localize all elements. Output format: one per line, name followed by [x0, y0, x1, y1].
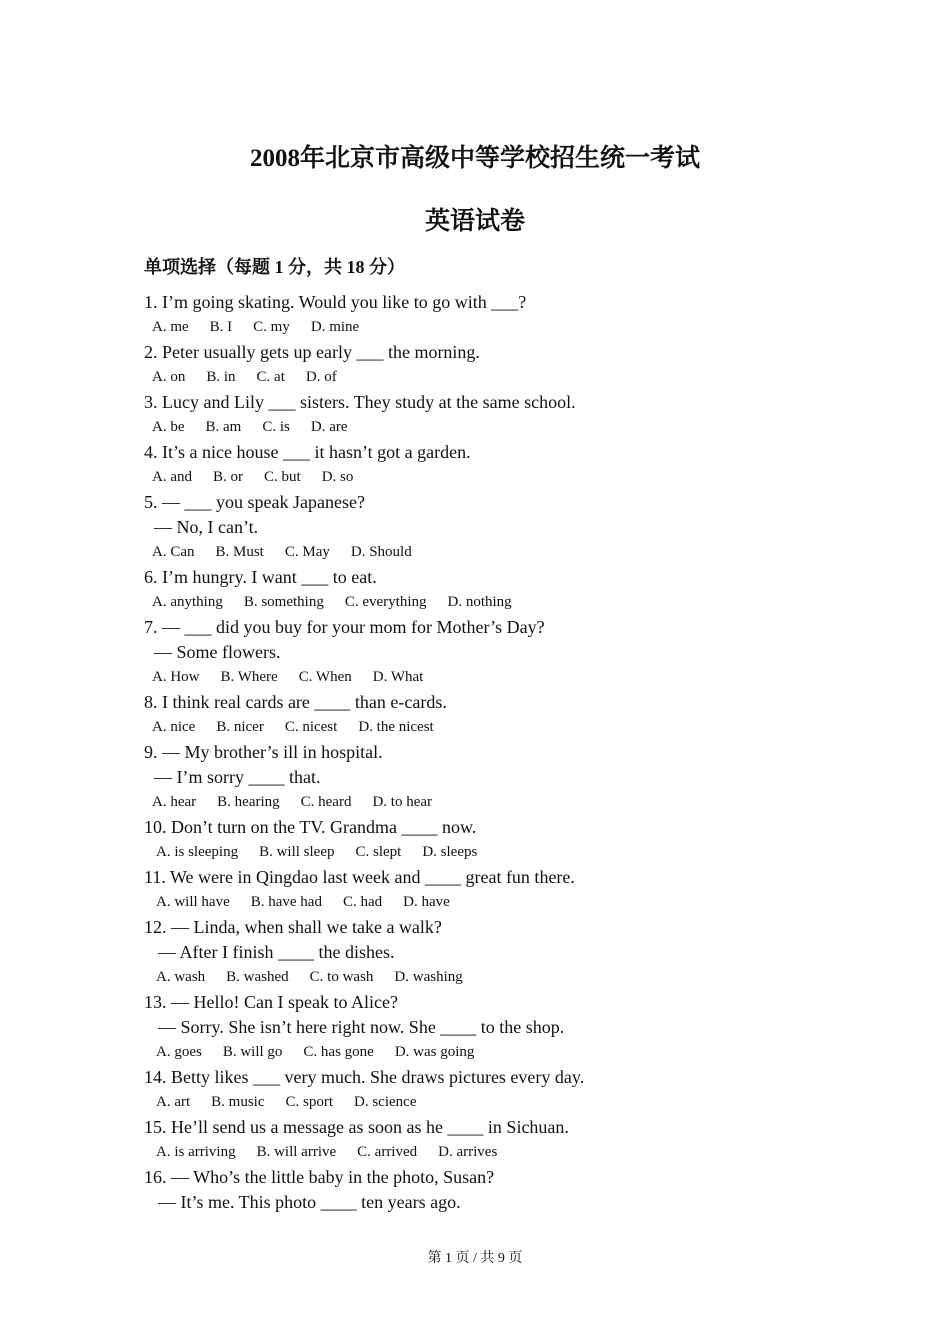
question-text: 15. He’ll send us a message as soon as he ____ in Sichuan.	[144, 1117, 569, 1137]
answer-option: C. sport	[285, 1094, 334, 1110]
question-text: 1. I’m going skating. Would you like to go with ___?	[144, 292, 527, 312]
answer-option: A. art	[156, 1094, 191, 1110]
question-item	[144, 340, 844, 390]
answer-option: D. mine	[310, 319, 360, 335]
answer-options	[144, 890, 844, 915]
question-list	[144, 290, 844, 1215]
question-reply: — I’m sorry ____ that.	[154, 767, 321, 787]
answer-option: A. is sleeping	[156, 844, 239, 860]
question-text: 5. — ___ you speak Japanese?	[144, 492, 365, 512]
answer-option: C. to wash	[309, 969, 374, 985]
answer-option: D. have	[403, 894, 450, 910]
question-item	[144, 440, 844, 490]
answer-option: C. May	[284, 544, 330, 560]
question-text: 2. Peter usually gets up early ___ the morning.	[144, 342, 480, 362]
question-item	[144, 1065, 844, 1115]
answer-option: C. but	[264, 469, 301, 485]
question-reply: — Sorry. She isn’t here right now. She ____ to the shop.	[158, 1017, 565, 1037]
question-text: 9. — My brother’s ill in hospital.	[144, 742, 383, 762]
answer-option: B. will go	[222, 1044, 283, 1060]
answer-options	[144, 365, 844, 390]
exam-title: 2008年北京市高级中等学校招生统一考试	[249, 145, 700, 172]
answer-option: B. have had	[250, 894, 322, 910]
answer-option: A. and	[152, 469, 192, 485]
question-text: 8. I think real cards are ____ than e-cards.	[144, 692, 447, 712]
answer-option: C. at	[256, 369, 285, 385]
answer-option: B. will sleep	[259, 844, 335, 860]
answer-option: D. Should	[350, 544, 412, 560]
answer-option: C. slept	[355, 844, 402, 860]
answer-options	[144, 790, 844, 815]
answer-option: B. music	[211, 1094, 265, 1110]
question-item	[144, 815, 844, 865]
answer-option: C. had	[342, 894, 383, 910]
answer-option: D. washing	[394, 969, 463, 985]
question-text: 16. — Who’s the little baby in the photo, Susan?	[144, 1167, 495, 1187]
page-footer: 第 1 页 / 共 9 页	[427, 1251, 523, 1266]
answer-option: C. is	[262, 419, 290, 435]
question-text: 12. — Linda, when shall we take a walk?	[144, 917, 442, 937]
question-item	[144, 565, 844, 615]
answer-options	[144, 415, 844, 440]
answer-option: D. the nicest	[358, 719, 434, 735]
answer-options	[144, 715, 844, 740]
question-text: 6. I’m hungry. I want ___ to eat.	[144, 567, 377, 587]
answer-option: A. nice	[152, 719, 196, 735]
answer-option: C. When	[298, 669, 352, 685]
answer-option: A. Can	[152, 544, 195, 560]
answer-option: D. to hear	[372, 794, 433, 810]
answer-option: D. nothing	[447, 594, 512, 610]
answer-option: C. heard	[300, 794, 352, 810]
answer-option: B. something	[243, 594, 324, 610]
answer-option: B. in	[206, 369, 236, 385]
question-text: 14. Betty likes ___ very much. She draws pictures every day.	[144, 1067, 585, 1087]
answer-option: B. or	[213, 469, 243, 485]
answer-options	[144, 540, 844, 565]
answer-options	[144, 1090, 844, 1115]
answer-option: A. me	[152, 319, 189, 335]
answer-option: B. hearing	[217, 794, 280, 810]
answer-option: C. everything	[344, 594, 427, 610]
answer-option: B. Must	[215, 544, 264, 560]
answer-option: B. will arrive	[256, 1144, 337, 1160]
question-reply: — Some flowers.	[154, 642, 281, 662]
answer-option: B. am	[205, 419, 242, 435]
answer-options	[144, 590, 844, 615]
question-text: 7. — ___ did you buy for your mom for Mother’s Day?	[144, 617, 545, 637]
exam-subtitle: 英语试卷	[424, 208, 525, 235]
question-item	[144, 390, 844, 440]
answer-option: A. anything	[152, 594, 223, 610]
answer-option: D. of	[305, 369, 337, 385]
answer-option: A. How	[152, 669, 200, 685]
question-text: 13. — Hello! Can I speak to Alice?	[144, 992, 398, 1012]
question-item	[144, 490, 844, 565]
answer-option: A. hear	[152, 794, 197, 810]
question-item	[144, 690, 844, 740]
answer-option: A. wash	[156, 969, 206, 985]
answer-options	[144, 1040, 844, 1065]
question-reply: — It’s me. This photo ____ ten years ago.	[158, 1192, 461, 1212]
answer-option: D. sleeps	[422, 844, 478, 860]
answer-option: C. has gone	[303, 1044, 374, 1060]
answer-option: C. nicest	[284, 719, 338, 735]
answer-option: B. I	[209, 319, 233, 335]
answer-option: B. Where	[220, 669, 278, 685]
question-text: 10. Don’t turn on the TV. Grandma ____ now.	[144, 817, 477, 837]
answer-option: D. What	[372, 669, 424, 685]
question-item	[144, 1115, 844, 1165]
answer-options	[144, 665, 844, 690]
answer-options	[144, 1140, 844, 1165]
answer-option: B. nicer	[216, 719, 264, 735]
question-text: 3. Lucy and Lily ___ sisters. They study at the same school.	[144, 392, 576, 412]
answer-option: D. so	[321, 469, 354, 485]
question-text: 4. It’s a nice house ___ it hasn’t got a garden.	[144, 442, 471, 462]
question-item	[144, 290, 844, 340]
answer-option: C. arrived	[357, 1144, 418, 1160]
answer-option: A. goes	[156, 1044, 202, 1060]
answer-option: A. on	[152, 369, 186, 385]
answer-options	[144, 465, 844, 490]
question-item	[144, 990, 844, 1065]
answer-option: D. was going	[394, 1044, 475, 1060]
question-item	[144, 615, 844, 690]
answer-option: A. will have	[156, 894, 230, 910]
answer-option: D. arrives	[438, 1144, 498, 1160]
section-heading: 单项选择（每题 1 分，共 18 分）	[144, 257, 405, 277]
answer-option: A. be	[152, 419, 185, 435]
question-item	[144, 915, 844, 990]
answer-option: D. are	[310, 419, 348, 435]
question-text: 11. We were in Qingdao last week and ____ great fun there.	[144, 867, 575, 887]
answer-option: A. is arriving	[156, 1144, 236, 1160]
answer-option: D. science	[354, 1094, 417, 1110]
answer-options	[144, 965, 844, 990]
question-reply: — After I finish ____ the dishes.	[158, 942, 395, 962]
answer-options	[144, 840, 844, 865]
question-item	[144, 865, 844, 915]
answer-option: B. washed	[226, 969, 289, 985]
question-item	[144, 1165, 844, 1215]
question-reply: — No, I can’t.	[154, 517, 259, 537]
answer-option: C. my	[253, 319, 290, 335]
answer-options	[144, 315, 844, 340]
question-item	[144, 740, 844, 815]
